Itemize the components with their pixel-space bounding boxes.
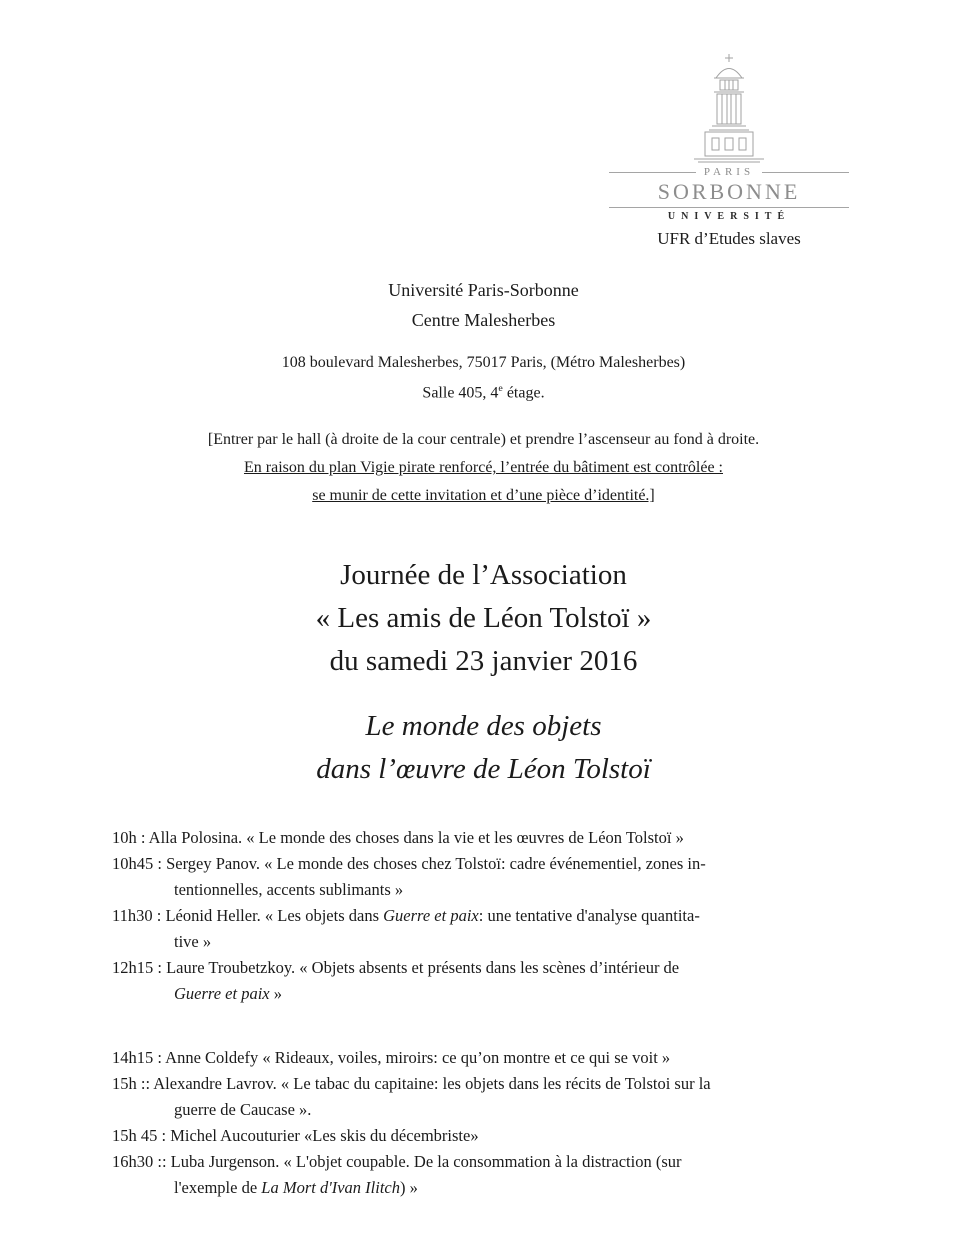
event-subtitle bbox=[0, 705, 967, 791]
event-subtitle-line-1: Le monde des objets bbox=[365, 710, 602, 743]
notice-line-2: En raison du plan Vigie pirate renforcé, l’entrée du bâtiment est contrôlée : bbox=[243, 459, 723, 477]
program-item-15h45 bbox=[112, 1123, 867, 1149]
logo-paris-text: PARIS bbox=[703, 166, 755, 178]
program-item-15h bbox=[112, 1071, 867, 1123]
program-text: l'exemple de bbox=[174, 1178, 262, 1198]
program-text-italic: Guerre et paix bbox=[383, 906, 479, 926]
program-text: » bbox=[269, 984, 282, 1004]
program-item-14h15 bbox=[112, 1045, 867, 1071]
notice-line-1: [Entrer par le hall (à droite de la cour centrale) et prendre l’ascenseur au fond à droite. bbox=[207, 431, 760, 449]
program-list bbox=[112, 825, 867, 1201]
event-title-line-1: Journée de l’Association bbox=[340, 559, 627, 592]
program-item-11h30 bbox=[112, 903, 867, 955]
address-line-1: 108 boulevard Malesherbes, 75017 Paris, (Métro Malesherbes) bbox=[281, 354, 686, 371]
university-name: Université Paris-Sorbonne bbox=[388, 280, 579, 300]
program-text: ) » bbox=[400, 1178, 418, 1198]
centre-name: Centre Malesherbes bbox=[411, 310, 556, 330]
program-text: 12h15 : Laure Troubetzkoy. « Objets absents et présents dans les scènes d’intérieur de bbox=[112, 958, 680, 978]
address-line-2-pre: Salle 405, 4 bbox=[422, 384, 499, 402]
program-line bbox=[112, 1149, 867, 1175]
program-line bbox=[112, 955, 867, 981]
address-block bbox=[0, 350, 967, 406]
program-line bbox=[112, 1123, 867, 1149]
event-title-line-2: « Les amis de Léon Tolstoï » bbox=[315, 602, 652, 635]
program-line bbox=[112, 1175, 867, 1201]
program-line bbox=[112, 981, 867, 1007]
program-line bbox=[112, 825, 867, 851]
logo-universite-text: UNIVERSITÉ bbox=[667, 211, 791, 222]
event-title-line-3: du samedi 23 janvier 2016 bbox=[329, 645, 638, 678]
address-line-2-post: étage. bbox=[502, 384, 545, 402]
logo-paris-row bbox=[609, 166, 849, 178]
logo-sorbonne-text: SORBONNE bbox=[609, 179, 849, 208]
program-text: 10h45 : Sergey Panov. « Le monde des choses chez Tolstoï: cadre événementiel, zones in- bbox=[112, 854, 706, 874]
logo-rule-right bbox=[762, 172, 849, 173]
address-line-2 bbox=[0, 376, 967, 406]
program-text: 11h30 : Léonid Heller. « Les objets dans bbox=[112, 906, 384, 926]
program-item-12h15 bbox=[112, 955, 867, 1007]
entry-notice bbox=[0, 426, 967, 510]
program-text: 14h15 : Anne Coldefy « Rideaux, voiles, miroirs: ce qu’on montre et ce qui se voit » bbox=[112, 1048, 671, 1068]
logo-ufr-caption: UFR d’Etudes slaves bbox=[657, 229, 801, 248]
program-line bbox=[112, 1071, 867, 1097]
program-line bbox=[112, 877, 867, 903]
program-text: 15h 45 : Michel Aucouturier «Les skis du décembriste» bbox=[112, 1126, 479, 1146]
program-line bbox=[112, 903, 867, 929]
program-text: : une tentative d'analyse quantita- bbox=[478, 906, 700, 926]
program-text-italic: Guerre et paix bbox=[174, 984, 270, 1004]
program-text-italic: La Mort d'Ivan Ilitch bbox=[261, 1178, 401, 1198]
notice-line-3: se munir de cette invitation et d’une pièce d’identité.] bbox=[312, 487, 655, 505]
program-line bbox=[112, 1045, 867, 1071]
program-text: tive » bbox=[174, 932, 212, 952]
event-title bbox=[0, 554, 967, 683]
program-item-10h bbox=[112, 825, 867, 851]
program-line bbox=[112, 851, 867, 877]
program-item-10h45 bbox=[112, 851, 867, 903]
program-text: tentionnelles, accents sublimants » bbox=[174, 880, 404, 900]
program-text: 15h :: Alexandre Lavrov. « Le tabac du capitaine: les objets dans les récits de Tolstoi sur la bbox=[112, 1074, 711, 1094]
logo-rule-left bbox=[609, 172, 696, 173]
program-text: 10h : Alla Polosina. « Le monde des choses dans la vie et les œuvres de Léon Tolstoï » bbox=[112, 828, 684, 848]
address-superscript: e bbox=[498, 383, 503, 394]
program-line bbox=[112, 1097, 867, 1123]
event-subtitle-line-2: dans l’œuvre de Léon Tolstoï bbox=[316, 753, 651, 786]
program-text: guerre de Caucase ». bbox=[174, 1100, 312, 1120]
program-text: 16h30 :: Luba Jurgenson. « L'objet coupable. De la consommation à la distraction (sur bbox=[112, 1152, 682, 1172]
institution-header bbox=[0, 275, 967, 335]
sorbonne-logo bbox=[609, 52, 849, 249]
sorbonne-tower-icon bbox=[674, 52, 784, 164]
program-item-16h30 bbox=[112, 1149, 867, 1201]
program-line bbox=[112, 929, 867, 955]
